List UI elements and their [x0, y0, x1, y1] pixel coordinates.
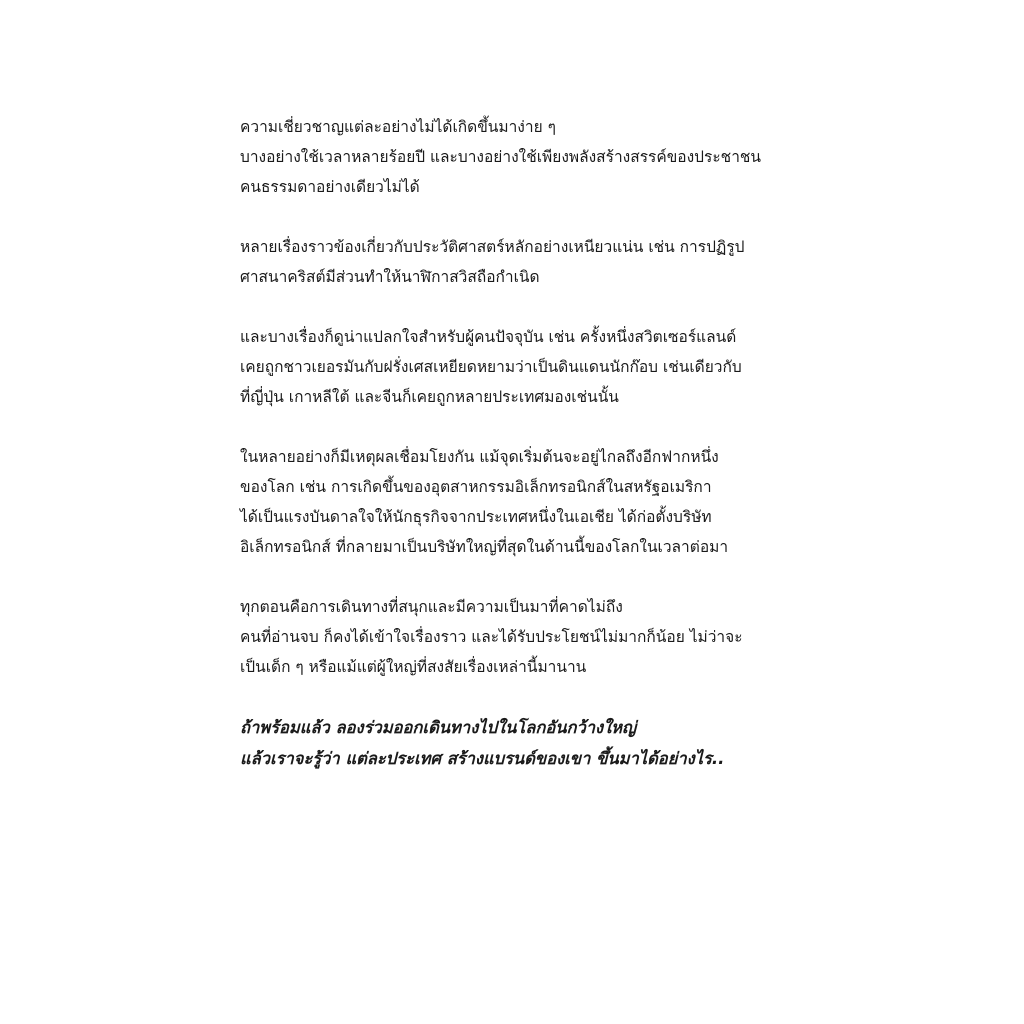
text-line: คนที่อ่านจบ ก็คงได้เข้าใจเรื่องราว และได้รับประโยชน์ไม่มากก็น้อย ไม่ว่าจะ — [240, 628, 743, 646]
text-line: ทุกตอนคือการเดินทางที่สนุกและมีความเป็นมาที่คาดไม่ถึง — [240, 598, 623, 616]
text-line: บางอย่างใช้เวลาหลายร้อยปี และบางอย่างใช้เพียงพลังสร้างสรรค์ของประชาชน — [240, 148, 762, 166]
closing-line: ถ้าพร้อมแล้ว ลองร่วมออกเดินทางไปในโลกอันกว้างใหญ่ — [240, 718, 637, 737]
text-line: คนธรรมดาอย่างเดียวไม่ได้ — [240, 178, 420, 196]
text-line: ที่ญี่ปุ่น เกาหลีใต้ และจีนก็เคยถูกหลายประเทศมองเช่นนั้น — [240, 388, 619, 406]
text-line: เป็นเด็ก ๆ หรือแม้แต่ผู้ใหญ่ที่สงสัยเรื่องเหล่านี้มานาน — [240, 658, 587, 676]
paragraph-1 — [240, 112, 760, 202]
text-line: และบางเรื่องก็ดูน่าแปลกใจสำหรับผู้คนปัจจุบัน เช่น ครั้งหนึ่งสวิตเซอร์แลนด์ — [240, 328, 737, 346]
text-line: อิเล็กทรอนิกส์ ที่กลายมาเป็นบริษัทใหญ่ที่สุดในด้านนี้ของโลกในเวลาต่อมา — [240, 538, 729, 556]
text-line: ความเชี่ยวชาญแต่ละอย่างไม่ได้เกิดขึ้นมาง่าย ๆ — [240, 118, 556, 136]
paragraph-4 — [240, 442, 760, 562]
text-line: ในหลายอย่างก็มีเหตุผลเชื่อมโยงกัน แม้จุดเริ่มต้นจะอยู่ไกลถึงอีกฟากหนึ่ง — [240, 448, 719, 466]
paragraph-5 — [240, 592, 760, 682]
body-text — [240, 112, 760, 804]
paragraph-2 — [240, 232, 760, 292]
text-line: ได้เป็นแรงบันดาลใจให้นักธุรกิจจากประเทศหนึ่งในเอเชีย ได้ก่อตั้งบริษัท — [240, 508, 712, 526]
closing-line: แล้วเราจะรู้ว่า แต่ละประเทศ สร้างแบรนด์ของเขา ขึ้นมาได้อย่างไร.. — [240, 749, 725, 768]
paragraph-3 — [240, 322, 760, 412]
text-line: เคยถูกชาวเยอรมันกับฝรั่งเศสเหยียดหยามว่าเป็นดินแดนนักก๊อบ เช่นเดียวกับ — [240, 358, 742, 376]
text-line: ของโลก เช่น การเกิดขึ้นของอุตสาหกรรมอิเล็กทรอนิกส์ในสหรัฐอเมริกา — [240, 478, 712, 496]
text-line: หลายเรื่องราวข้องเกี่ยวกับประวัติศาสตร์หลักอย่างเหนียวแน่น เช่น การปฏิรูป — [240, 238, 745, 256]
text-line: ศาสนาคริสต์มีส่วนทำให้นาฬิกาสวิสถือกำเนิด — [240, 268, 540, 286]
closing-statement — [240, 712, 760, 774]
